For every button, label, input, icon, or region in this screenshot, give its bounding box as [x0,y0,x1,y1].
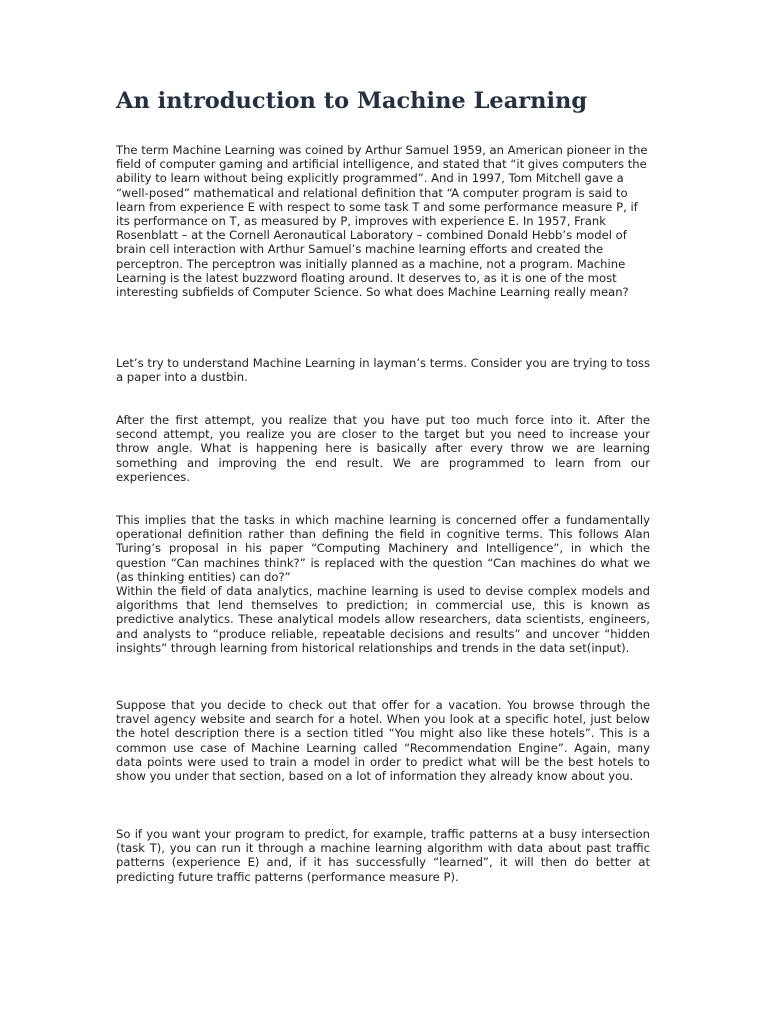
paragraph-ml-history [116,143,650,299]
paragraph-operational-definition [116,513,650,655]
paragraph-text: This implies that the tasks in which machine learning is concerned offer a fundamentally operational definition rather than defining the field in cognitive terms. This follows Alan Turing’s proposal in his paper “Computing Machinery and Intelligence”, in which the question “Can machines think?” is replaced with the question “Can machines do what we (as thinking entities) can do?” [116,513,650,584]
paragraph-traffic-prediction [116,827,650,884]
paragraph-text: After the first attempt, you realize that you have put too much force into it. After the second attempt, you realize you are closer to the target but you need to increase your throw angle. What is happening here is basically after every throw we are learning something and improving the end result. We are programmed to learn from our experiences. [116,413,650,484]
paragraph-text: The term Machine Learning was coined by Arthur Samuel 1959, an American pioneer in the field of computer gaming and artificial intelligence, and stated that “it gives computers the ability to learn without being explicitly programmed”. And in 1997, Tom Mitchell gave a “well-posed” mathematical and relational definition that “A computer program is said to learn from experience E with respect to some task T and some performance measure P, if its performance on T, as measured by P, improves with experience E. In 1957, Frank Rosenblatt – at the Cornell Aeronautical Laboratory – combined Donald Hebb’s model of brain cell interaction with Arthur Samuel’s machine learning efforts and created the perceptron. The perceptron was initially planned as a machine, not a program. Machine Learning is the latest buzzword floating around. It deserves to, as it is one of the most interesting subfields of Computer Science. So what does Machine Learning really mean? [116,143,648,300]
paragraph-text: Suppose that you decide to check out that offer for a vacation. You browse through the travel agency website and search for a hotel. When you look at a specific hotel, just below the hotel description there is a section titled “You might also like these hotels”. This is a common use case of Machine Learning called “Recommendation Engine”. Again, many data points were used to train a model in order to predict what will be the best hotels to show you under that section, based on a lot of information they already know about you. [116,698,650,784]
paragraph-paper-toss [116,413,650,484]
paragraph-recommendation-engine [116,698,650,783]
paragraph-text: Within the field of data analytics, machine learning is used to devise complex models and algorithms that lend themselves to prediction; in commercial use, this is known as predictive analytics. These analytical models allow researchers, data scientists, engineers, and analysts to “produce reliable, repeatable decisions and results” and uncover “hidden insights” through learning from historical relationships and trends in the data set(input). [116,584,650,655]
document-title: An introduction to Machine Learning [116,88,588,114]
paragraph-text: So if you want your program to predict, for example, traffic patterns at a busy intersection (task T), you can run it through a machine learning algorithm with data about past traffic patterns (experience E) and, if it has successfully “learned”, it will then do better at predicting future traffic patterns (performance measure P). [116,827,650,884]
paragraph-layman-intro [116,356,650,384]
paragraph-text: Let’s try to understand Machine Learning in layman’s terms. Consider you are trying to toss a paper into a dustbin. [116,356,650,385]
